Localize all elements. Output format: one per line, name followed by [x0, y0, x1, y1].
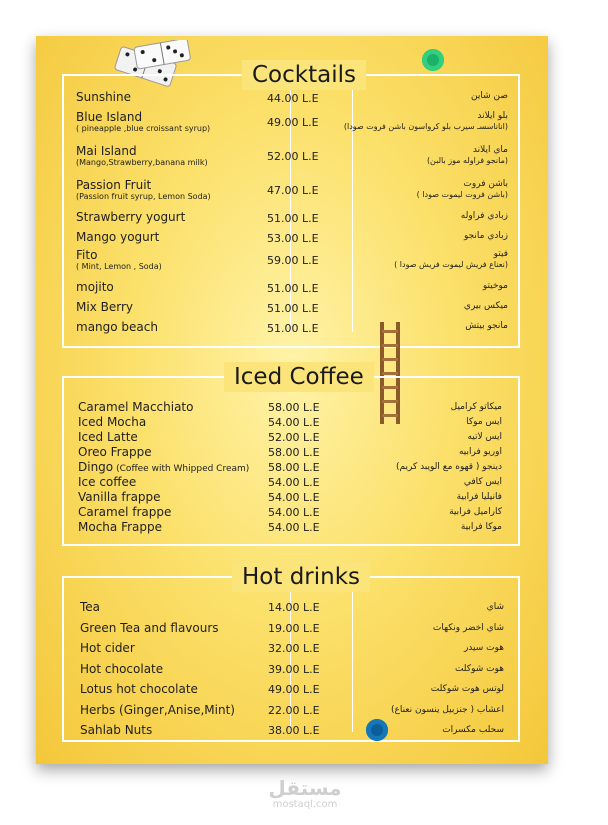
- item-price: 58.00 L.E: [268, 446, 320, 459]
- item-description: (Passion fruit syrup, Lemon Soda): [76, 192, 211, 201]
- item-description-arabic: (مانجو فراوله موز بالبن): [426, 156, 508, 165]
- item-name-text: Mix Berry: [76, 300, 133, 314]
- item-name-text: Passion Fruit: [76, 178, 152, 192]
- item-price: 19.00 L.E: [268, 621, 320, 635]
- item-description-arabic: (اناناسسـ سيرب بلو كرواسون باشن فروت صودا): [343, 122, 508, 131]
- item-name-arabic: [394, 249, 508, 270]
- item-description: (Mango,Strawberry,banana milk): [76, 158, 208, 167]
- item-price: 47.00 L.E: [267, 184, 319, 197]
- item-description: ( pineapple ,blue croissant syrup): [76, 124, 211, 133]
- item-name-arabic: [471, 91, 508, 101]
- item-price: 53.00 L.E: [267, 232, 319, 245]
- item-name: Hot cider: [80, 641, 135, 655]
- item-name: Tea: [80, 600, 101, 614]
- item-name-arabic: موكا فرابية: [460, 522, 502, 532]
- item-name-arabic-text: بلو ايلاند: [477, 111, 508, 121]
- item-price: 14.00 L.E: [268, 601, 320, 614]
- iced-coffee-frame: [62, 364, 520, 546]
- item-name-text: Mai Island: [76, 144, 137, 158]
- cocktails-title: Cocktails: [242, 60, 366, 90]
- item-description: ( Mint, Lemon , Soda): [76, 262, 162, 271]
- item-name: [76, 320, 158, 334]
- green-dot-icon: [422, 49, 444, 71]
- item-name: [76, 300, 133, 314]
- item-name-arabic: ايس لاتيه: [467, 432, 502, 442]
- item-name: [78, 460, 249, 474]
- item-price: 54.00 L.E: [268, 476, 320, 489]
- item-price: 38.00 L.E: [268, 724, 320, 737]
- item-name-arabic: اوريو فرابيه: [458, 447, 502, 457]
- item-description: (Coffee with Whipped Cream): [116, 464, 250, 474]
- item-name: [78, 505, 171, 519]
- item-name-text: Blue Island: [76, 110, 143, 124]
- item-name-text: Dingo: [78, 460, 114, 474]
- item-price: 54.00 L.E: [268, 491, 320, 504]
- item-name: [76, 110, 210, 134]
- hot-drinks-frame: [62, 564, 520, 742]
- item-price: 58.00 L.E: [268, 401, 320, 414]
- menu-page: [36, 36, 548, 764]
- item-name-text: mojito: [76, 280, 114, 294]
- item-name: Hot chocolate: [80, 661, 164, 676]
- item-name-arabic: [464, 301, 508, 311]
- item-name-arabic-text: ماي ايلاند: [472, 145, 508, 155]
- item-name: [78, 430, 138, 444]
- item-name-arabic-text: ميكس بيري: [463, 301, 508, 311]
- item-name: Herbs (Ginger,Anise,Mint): [80, 702, 235, 717]
- item-name: [76, 210, 185, 224]
- item-price: 52.00 L.E: [267, 150, 319, 163]
- item-name-text: Oreo Frappe: [78, 445, 152, 459]
- item-name: [78, 490, 161, 504]
- item-name: [76, 178, 211, 202]
- item-name-arabic: ايس موكا: [466, 417, 502, 427]
- item-name-text: Fito: [76, 248, 98, 262]
- item-name-arabic: لوتس هوت شوكلت: [430, 684, 504, 694]
- item-price: 58.00 L.E: [268, 461, 320, 474]
- cocktails-frame: [62, 62, 520, 348]
- item-price: 22.00 L.E: [268, 703, 320, 717]
- divider-line: [352, 592, 353, 732]
- item-price: 51.00 L.E: [267, 302, 319, 315]
- item-name-arabic-text: فيتو: [493, 249, 508, 259]
- item-name-arabic: دينجو ( قهوه مع الويبد كريم): [395, 462, 502, 472]
- item-name-text: Iced Mocha: [78, 415, 147, 429]
- item-name-text: Strawberry yogurt: [76, 210, 186, 224]
- item-name-arabic: شاي اخضر ونكهات: [432, 622, 504, 633]
- watermark-latin: mostaql.com: [272, 799, 338, 810]
- item-name: [76, 248, 162, 272]
- item-name-arabic: [344, 111, 508, 132]
- item-name: [76, 144, 208, 168]
- item-name-arabic: [465, 321, 508, 331]
- item-name: [76, 280, 114, 294]
- item-name-arabic: اعشاب ( جنزبيل ينسون نعناع): [390, 704, 504, 715]
- item-name-arabic: شاي: [486, 602, 504, 612]
- watermark-arabic: مستقل: [268, 776, 342, 800]
- item-name: Sahlab Nuts: [80, 723, 153, 737]
- item-name-arabic: كاراميل فرابية: [449, 507, 502, 517]
- item-name-arabic-text: مانجو بيتش: [465, 321, 508, 331]
- blue-dot-icon: [366, 719, 388, 741]
- item-name-text: Iced Latte: [78, 430, 138, 444]
- item-name: [78, 520, 162, 534]
- item-name-arabic-text: صن شاين: [471, 91, 508, 101]
- item-name-text: Sunshine: [76, 90, 132, 104]
- item-description-arabic: (باشن فروت ليموت صودا ): [416, 190, 508, 199]
- item-name-arabic: فانيليا فرابية: [456, 492, 502, 502]
- item-name: [76, 90, 131, 104]
- item-name: Green Tea and flavours: [80, 620, 219, 635]
- item-name-arabic: ايس كافي: [463, 477, 502, 487]
- watermark: [245, 777, 365, 811]
- item-name-arabic: هوت شوكلت: [454, 663, 504, 674]
- item-price: 39.00 L.E: [268, 662, 320, 676]
- item-name-arabic-text: باشن فروت: [463, 179, 508, 189]
- item-name-arabic: [464, 231, 508, 241]
- item-price: 32.00 L.E: [268, 642, 320, 655]
- item-price: 54.00 L.E: [268, 416, 320, 429]
- iced-coffee-title: Iced Coffee: [224, 362, 374, 392]
- item-name-text: Mocha Frappe: [78, 520, 162, 534]
- item-name-arabic: سحلب مكسرات: [442, 725, 504, 735]
- item-name-arabic: [427, 145, 508, 166]
- item-price: 49.00 L.E: [268, 683, 320, 696]
- item-price: 49.00 L.E: [267, 116, 319, 129]
- item-price: 52.00 L.E: [268, 431, 320, 444]
- item-name-arabic-text: موخيتو: [482, 281, 508, 291]
- item-name: Lotus hot chocolate: [80, 682, 198, 696]
- hot-drinks-title: Hot drinks: [232, 562, 370, 592]
- item-description-arabic: (نعناع فريش ليموت فريش صودا ): [394, 260, 508, 269]
- item-name: [78, 415, 146, 429]
- item-name-arabic-text: زبادي فراوله: [460, 211, 508, 221]
- item-name: [78, 445, 152, 459]
- item-price: 51.00 L.E: [267, 282, 319, 295]
- item-name-arabic: [483, 281, 508, 291]
- item-name-arabic: ميكاتو كراميل: [450, 402, 502, 412]
- item-price: 44.00 L.E: [267, 92, 319, 105]
- item-name-text: Caramel Macchiato: [78, 400, 194, 414]
- item-name-text: mango beach: [76, 320, 158, 334]
- item-name-arabic: [417, 179, 508, 200]
- item-name-arabic: [461, 211, 508, 221]
- item-price: 51.00 L.E: [267, 322, 319, 335]
- item-price: 51.00 L.E: [267, 212, 319, 225]
- item-name-arabic: هوت سيدر: [463, 643, 504, 653]
- item-name-text: Vanilla frappe: [78, 490, 161, 504]
- item-name-text: Ice coffee: [78, 475, 137, 489]
- item-price: 54.00 L.E: [268, 521, 320, 534]
- item-name-arabic-text: زبادي مانجو: [463, 231, 508, 241]
- item-name: [76, 230, 159, 244]
- item-name-text: Caramel frappe: [78, 505, 172, 519]
- item-name-text: Mango yogurt: [76, 230, 160, 244]
- item-name: [78, 400, 193, 414]
- item-price: 54.00 L.E: [268, 506, 320, 519]
- item-price: 59.00 L.E: [267, 254, 319, 267]
- item-name: [78, 475, 136, 489]
